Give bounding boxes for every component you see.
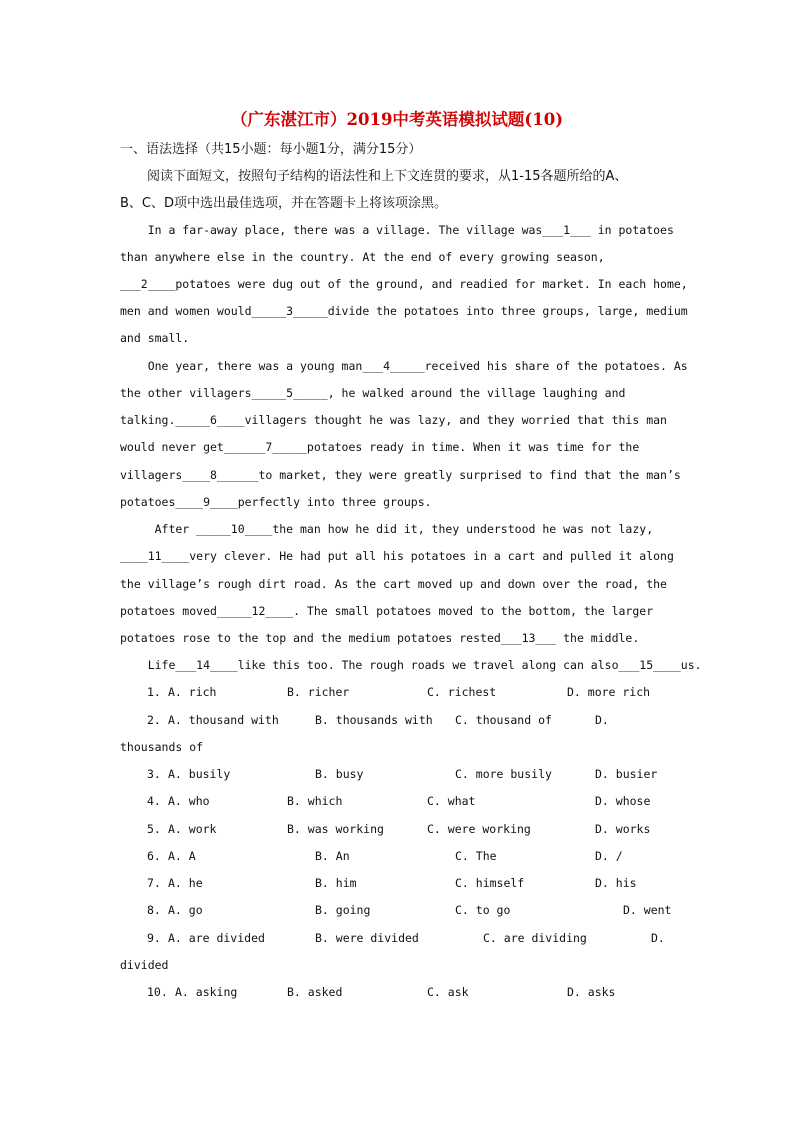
question-number: 6. bbox=[147, 849, 161, 863]
option-b: B. busy bbox=[315, 767, 364, 781]
option-d: D. went bbox=[623, 903, 672, 917]
question-number: 5. bbox=[147, 822, 161, 836]
option-c: C. to go bbox=[455, 903, 511, 917]
question-number: 4. bbox=[147, 794, 161, 808]
option-c: C. were working bbox=[427, 822, 531, 836]
option-a: A. go bbox=[168, 903, 203, 917]
option-c: C. thousand of bbox=[455, 713, 552, 727]
option-d: D. his bbox=[595, 876, 637, 890]
option-b: B. was working bbox=[287, 822, 384, 836]
passage-line: talking._____6____villagers thought he was lazy, and they worried that this man bbox=[120, 413, 667, 427]
question-number: 9. bbox=[147, 931, 161, 945]
passage-line: Life___14____like this too. The rough roads we travel along can also___15____us. bbox=[120, 658, 702, 672]
passage-line: would never get______7_____potatoes ready in time. When it was time for the bbox=[120, 440, 640, 454]
option-a: A. busily bbox=[168, 767, 231, 781]
question-number: 3. bbox=[147, 767, 161, 781]
option-a: A. asking bbox=[175, 985, 238, 999]
option-d: D. whose bbox=[595, 794, 651, 808]
passage-line: One year, there was a young man___4_____received his share of the potatoes. As bbox=[120, 359, 688, 373]
option-d: D. more rich bbox=[567, 685, 651, 699]
option-a: A. A bbox=[168, 849, 196, 863]
option-c: C. himself bbox=[455, 876, 525, 890]
passage-line: potatoes rose to the top and the medium potatoes rested___13___ the middle. bbox=[120, 631, 640, 645]
passage-line: the village’s rough dirt road. As the cart moved up and down over the road, the bbox=[120, 577, 667, 591]
option-b: B. going bbox=[315, 903, 371, 917]
option-d-wrap: divided bbox=[120, 958, 169, 972]
option-a: A. who bbox=[168, 794, 210, 808]
option-b: B. him bbox=[315, 876, 357, 890]
option-c: C. The bbox=[455, 849, 497, 863]
question-number: 10. bbox=[147, 985, 168, 999]
option-b: B. were divided bbox=[315, 931, 419, 945]
option-a: A. are divided bbox=[168, 931, 265, 945]
passage-line: potatoes____9____perfectly into three groups. bbox=[120, 495, 432, 509]
option-c: C. what bbox=[427, 794, 476, 808]
passage-line: the other villagers_____5_____, he walked around the village laughing and bbox=[120, 386, 626, 400]
option-d: D. bbox=[595, 713, 609, 727]
option-a: A. thousand with bbox=[168, 713, 279, 727]
option-a: A. rich bbox=[168, 685, 217, 699]
option-c: C. richest bbox=[427, 685, 497, 699]
passage-line: In a far-away place, there was a village. The village was___1___ in potatoes bbox=[120, 223, 674, 237]
option-b: B. which bbox=[287, 794, 343, 808]
option-d: D. bbox=[651, 931, 665, 945]
option-c: C. ask bbox=[427, 985, 469, 999]
question-number: 2. bbox=[147, 713, 161, 727]
option-b: B. An bbox=[315, 849, 350, 863]
passage-line: and small. bbox=[120, 331, 190, 345]
option-b: B. asked bbox=[287, 985, 343, 999]
section-heading: 一、语法选择（共15小题：每小题1分，满分15分） bbox=[120, 142, 422, 157]
option-d-wrap: thousands of bbox=[120, 740, 204, 754]
passage-line: villagers____8______to market, they were greatly surprised to find that the man’s bbox=[120, 468, 681, 482]
option-d: D. asks bbox=[567, 985, 616, 999]
question-number: 7. bbox=[147, 876, 161, 890]
passage-line: ____11____very clever. He had put all his potatoes in a cart and pulled it along bbox=[120, 549, 674, 563]
passage-line: than anywhere else in the country. At the end of every growing season, bbox=[120, 250, 605, 264]
option-d: D. works bbox=[595, 822, 651, 836]
instruction-line: 阅读下面短文，按照句子结构的语法性和上下文连贯的要求，从1-15各题所给的A、 bbox=[147, 169, 628, 184]
option-b: B. thousands with bbox=[315, 713, 433, 727]
option-d: D. / bbox=[595, 849, 623, 863]
option-d: D. busier bbox=[595, 767, 658, 781]
passage-line: men and women would_____3_____divide the potatoes into three groups, large, medium bbox=[120, 304, 688, 318]
instruction-line: B、C、D项中选出最佳选项，并在答题卡上将该项涂黑。 bbox=[120, 196, 448, 211]
page-title: （广东湛江市）2019中考英语模拟试题(10) bbox=[231, 110, 563, 129]
passage-line: After _____10____the man how he did it, they understood he was not lazy, bbox=[120, 522, 654, 536]
question-number: 8. bbox=[147, 903, 161, 917]
option-a: A. work bbox=[168, 822, 217, 836]
option-c: C. are dividing bbox=[483, 931, 587, 945]
passage-line: potatoes moved_____12____. The small potatoes moved to the bottom, the larger bbox=[120, 604, 654, 618]
passage-line: ___2____potatoes were dug out of the ground, and readied for market. In each home, bbox=[120, 277, 688, 291]
option-a: A. he bbox=[168, 876, 203, 890]
option-c: C. more busily bbox=[455, 767, 552, 781]
option-b: B. richer bbox=[287, 685, 350, 699]
question-number: 1. bbox=[147, 685, 161, 699]
